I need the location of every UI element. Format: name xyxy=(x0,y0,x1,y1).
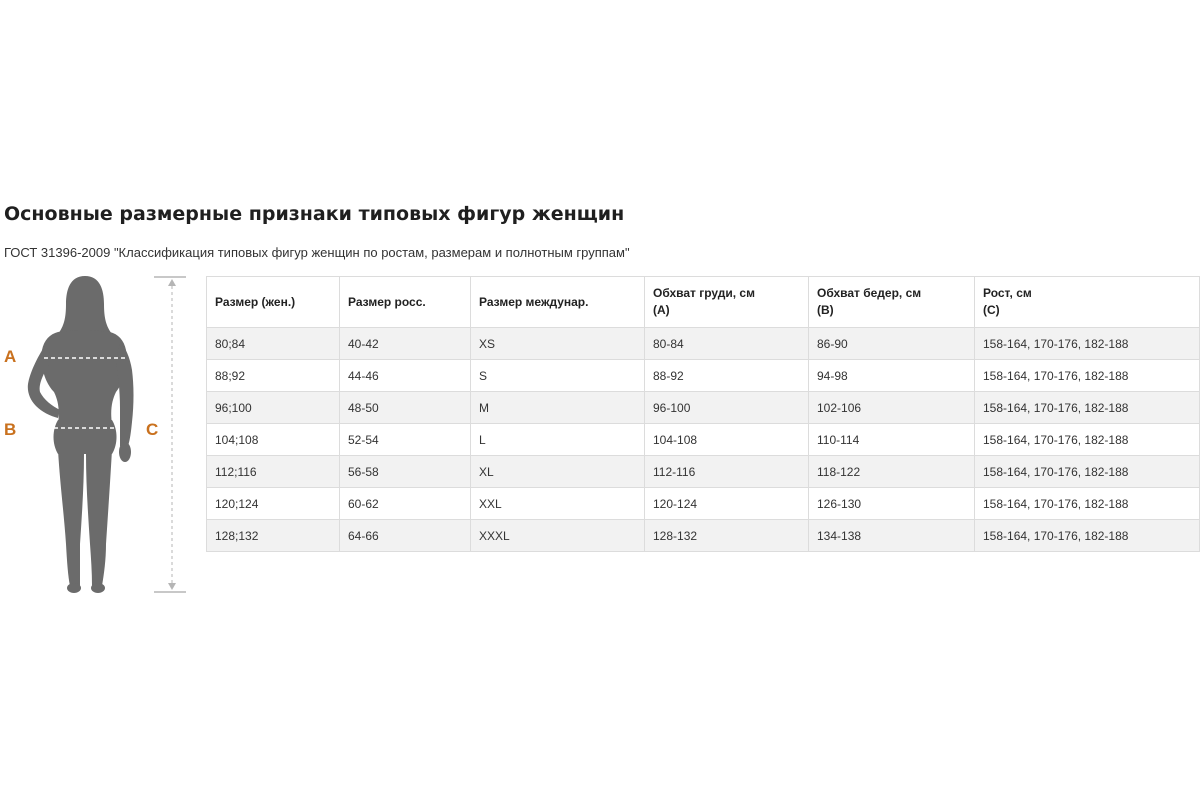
header-cell-line2: (A) xyxy=(653,303,670,317)
table-row xyxy=(207,456,1200,488)
table-cell: S xyxy=(471,360,645,392)
table-cell: 112;116 xyxy=(207,456,340,488)
table-cell: 88;92 xyxy=(207,360,340,392)
table-cell: 120;124 xyxy=(207,488,340,520)
table-cell: 102-106 xyxy=(809,392,975,424)
table-cell: 126-130 xyxy=(809,488,975,520)
table-row xyxy=(207,328,1200,360)
label-a: A xyxy=(4,347,17,366)
table-cell: 80;84 xyxy=(207,328,340,360)
header-cell-line2: (B) xyxy=(817,303,834,317)
size-table xyxy=(206,276,1200,552)
table-row xyxy=(207,360,1200,392)
table-cell: 56-58 xyxy=(340,456,471,488)
table-row xyxy=(207,424,1200,456)
table-cell: 86-90 xyxy=(809,328,975,360)
table-cell: L xyxy=(471,424,645,456)
header-cell-line1: Обхват груди, см xyxy=(653,286,755,300)
table-cell: 158-164, 170-176, 182-188 xyxy=(975,520,1200,552)
table-cell: XL xyxy=(471,456,645,488)
table-cell: 88-92 xyxy=(645,360,809,392)
table-cell: 128-132 xyxy=(645,520,809,552)
table-cell: 104;108 xyxy=(207,424,340,456)
table-cell: 158-164, 170-176, 182-188 xyxy=(975,360,1200,392)
table-cell: 80-84 xyxy=(645,328,809,360)
height-guide xyxy=(154,277,186,592)
table-cell: 112-116 xyxy=(645,456,809,488)
table-row xyxy=(207,392,1200,424)
header-row xyxy=(207,277,1200,328)
header-cell-line1: Размер междунар. xyxy=(479,294,589,309)
header-cell xyxy=(471,277,645,328)
table-cell: 158-164, 170-176, 182-188 xyxy=(975,328,1200,360)
table-cell: XS xyxy=(471,328,645,360)
table-cell: 64-66 xyxy=(340,520,471,552)
header-cell xyxy=(645,277,809,328)
table-cell: 96-100 xyxy=(645,392,809,424)
header-cell-line2: (C) xyxy=(983,303,1000,317)
header-cell-line1: Размер росс. xyxy=(348,294,426,309)
table-cell: 48-50 xyxy=(340,392,471,424)
table-row xyxy=(207,520,1200,552)
table-cell: 104-108 xyxy=(645,424,809,456)
table-cell: 134-138 xyxy=(809,520,975,552)
woman-silhouette xyxy=(28,276,134,593)
table-cell: XXL xyxy=(471,488,645,520)
table-cell: 40-42 xyxy=(340,328,471,360)
table-cell: 110-114 xyxy=(809,424,975,456)
table-cell: 128;132 xyxy=(207,520,340,552)
label-c: C xyxy=(146,420,159,439)
table-cell: M xyxy=(471,392,645,424)
table-cell: 158-164, 170-176, 182-188 xyxy=(975,424,1200,456)
size-table-body xyxy=(207,328,1200,552)
header-cell xyxy=(207,277,340,328)
table-cell: XXXL xyxy=(471,520,645,552)
table-cell: 158-164, 170-176, 182-188 xyxy=(975,456,1200,488)
table-cell: 44-46 xyxy=(340,360,471,392)
label-b: B xyxy=(4,420,17,439)
table-cell: 96;100 xyxy=(207,392,340,424)
table-cell: 118-122 xyxy=(809,456,975,488)
page-title: Основные размерные признаки типовых фигур женщин xyxy=(4,203,625,225)
table-cell: 158-164, 170-176, 182-188 xyxy=(975,488,1200,520)
header-cell xyxy=(975,277,1200,328)
header-cell-line1: Размер (жен.) xyxy=(215,294,296,309)
table-cell: 60-62 xyxy=(340,488,471,520)
size-table-header xyxy=(207,277,1200,328)
header-cell xyxy=(340,277,471,328)
page-subtitle: ГОСТ 31396-2009 "Классификация типовых фигур женщин по ростам, размерам и полнотным группам" xyxy=(4,245,630,260)
header-cell xyxy=(809,277,975,328)
table-cell: 158-164, 170-176, 182-188 xyxy=(975,392,1200,424)
header-cell-line1: Рост, см xyxy=(983,286,1032,300)
table-row xyxy=(207,488,1200,520)
header-cell-line1: Обхват бедер, см xyxy=(817,286,922,300)
body-measurement-figure xyxy=(0,274,200,604)
table-cell: 120-124 xyxy=(645,488,809,520)
table-cell: 52-54 xyxy=(340,424,471,456)
table-cell: 94-98 xyxy=(809,360,975,392)
woman-silhouette-illustration xyxy=(0,274,200,604)
